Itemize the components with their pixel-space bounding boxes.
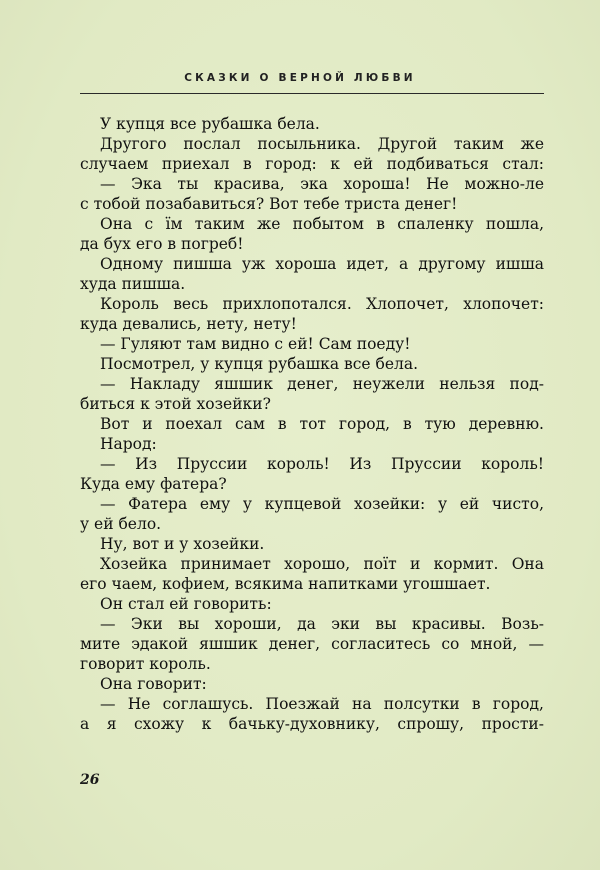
- text-line: у ей бело.: [80, 515, 162, 533]
- text-line: — Эка ты красива, эка хороша! Не можно-ле: [100, 175, 544, 193]
- text-line: да бух его в погреб!: [80, 235, 244, 253]
- text-line: Народ:: [100, 435, 157, 453]
- page-number: 26: [80, 772, 100, 788]
- text-line: Вот и поехал сам в тот город, в тую деревню.: [100, 415, 544, 433]
- text-line: — Эки вы хороши, да эки вы красивы. Возь-: [100, 615, 544, 633]
- text-line: Посмотрел, у купця рубашка все бела.: [100, 355, 419, 373]
- text-line: мите эдакой яшшик денег, согласитесь со мной, —: [80, 635, 544, 653]
- text-line: У купця все рубашка бела.: [100, 115, 320, 133]
- text-line: — Гуляют там видно с ей! Сам поеду!: [100, 335, 411, 353]
- text-line: биться к этой хозейки?: [80, 395, 271, 413]
- text-line: — Накладу яшшик денег, неужели нельзя под-: [100, 375, 544, 393]
- text-line: Другого послал посыльника. Другой таким же: [100, 135, 544, 153]
- text-line: — Из Пруссии король! Из Пруссии король!: [100, 455, 544, 473]
- text-line: Одному пишша уж хороша идет, а другому ишша: [100, 255, 544, 273]
- text-line: его чаем, кофием, всякима напитками угошшает.: [80, 575, 491, 593]
- text-line: случаем приехал в город: к ей подбиваться стал:: [80, 155, 544, 173]
- header-rule: [80, 93, 544, 94]
- text-line: худа пишша.: [80, 275, 186, 293]
- text-line: Она говорит:: [100, 675, 207, 693]
- text-line: куда девались, нету, нету!: [80, 315, 297, 333]
- text-line: Ну, вот и у хозейки.: [100, 535, 265, 553]
- text-line: с тобой позабавиться? Вот тебе триста денег!: [80, 195, 458, 213]
- text-line: — Фатера ему у купцевой хозейки: у ей чисто,: [100, 495, 544, 513]
- text-line: Куда ему фатера?: [80, 475, 227, 493]
- text-line: говорит король.: [80, 655, 211, 673]
- text-line: Она с їм таким же побытом в спаленку пошла,: [100, 215, 544, 233]
- text-line: а я схожу к бачьку-духовнику, спрошу, прости-: [80, 715, 544, 733]
- text-line: — Не соглашусь. Поезжай на полсутки в город,: [100, 695, 544, 713]
- text-line: Он стал ей говорить:: [100, 595, 272, 613]
- text-line: Король весь прихлопотался. Хлопочет, хлопочет:: [100, 295, 544, 313]
- text-line: Хозейка принимает хорошо, поїт и кормит. Она: [100, 555, 544, 573]
- running-head: СКАЗКИ О ВЕРНОЙ ЛЮБВИ: [184, 72, 416, 84]
